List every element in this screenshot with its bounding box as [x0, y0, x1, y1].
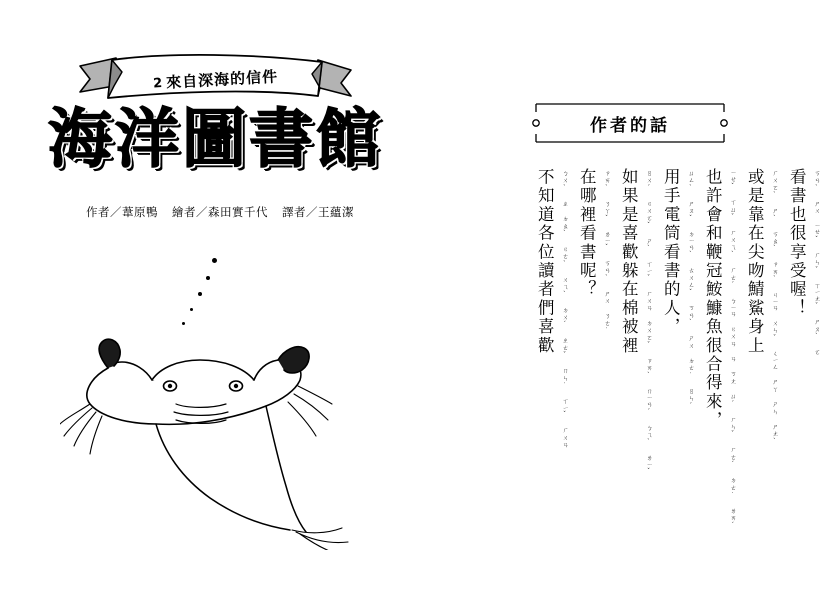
column-text: 不知道各位讀者們喜歡 — [535, 168, 555, 355]
bubble-icon — [212, 258, 217, 263]
ribbon-shape-icon — [78, 52, 353, 104]
column-text: 也許會和鞭冠鮟鱇魚很合得來， — [703, 168, 723, 430]
author-note-body — [523, 168, 820, 530]
text-column — [780, 168, 820, 370]
column-ruby: ㄗㄞˋ ㄋㄚˇ ㄌㄧˇ ㄎㄢˋ ㄕㄨ ㄋㄜ˙ — [603, 170, 611, 336]
text-column — [654, 168, 695, 411]
column-text: 用手電筒看書的人， — [661, 168, 681, 337]
text-column — [570, 168, 611, 370]
text-column — [612, 168, 653, 476]
column-ruby: ㄖㄨˊ ㄍㄨㄛˇ ㄕˋ ㄒㄧˇ ㄏㄨㄢ ㄉㄨㄛˇ ㄗㄞˋ ㄇㄧㄢˊ ㄅㄟˋ ㄌㄧˇ — [645, 170, 653, 476]
right-page — [420, 0, 839, 595]
text-column — [696, 168, 737, 530]
credits-line — [86, 204, 354, 220]
text-column — [738, 168, 779, 446]
section-title: 作者的話 — [590, 115, 670, 136]
series-title: 來自深海的信件 — [165, 67, 279, 92]
column-ruby: ㄏㄨㄛˋ ㄕˋ ㄎㄠˋ ㄗㄞˋ ㄐㄧㄢ ㄨㄣˇ ㄑㄧㄥ ㄕㄚ ㄕㄣ ㄕㄤˋ — [771, 170, 779, 446]
column-text: 在哪裡看書呢？ — [577, 168, 597, 299]
page-title: 海洋圖書館 — [48, 103, 383, 177]
column-ruby: ㄅㄨˋ ㄓ ㄉㄠˋ ㄍㄜˋ ㄨㄟˋ ㄉㄨˊ ㄓㄜˇ ㄇㄣ˙ ㄒㄧˇ ㄏㄨㄢ — [561, 170, 569, 449]
credit-translator: 譯者／王蘊潔 — [282, 205, 354, 219]
credit-author: 作者／葦原鴨 — [86, 205, 158, 219]
bubble-icon — [206, 276, 210, 280]
column-ruby: ㄩㄥˋ ㄕㄡˇ ㄉㄧㄢˋ ㄊㄨㄥˇ ㄎㄢˋ ㄕㄨ ㄉㄜ˙ ㄖㄣˊ — [687, 170, 695, 411]
column-text: 看書也很享受喔！ — [787, 168, 807, 318]
manta-ray-illustration — [60, 320, 380, 550]
manta-ray-icon — [60, 320, 380, 550]
credit-illustrator: 繪者／森田實千代 — [172, 205, 268, 219]
text-column — [528, 168, 569, 449]
column-ruby: ㄧㄝˇ ㄒㄩˇ ㄏㄨㄟˋ ㄏㄜˊ ㄅㄧㄢ ㄍㄨㄢ ㄢ ㄎㄤ ㄩˊ ㄏㄣˇ ㄏㄜˊ ㄉㄜ˙ ㄌㄞˊ — [729, 170, 737, 530]
column-ruby: ㄎㄢˋ ㄕㄨ ㄧㄝˇ ㄏㄣˇ ㄒㄧㄤˇ ㄕㄡˋ ㄛ — [813, 170, 820, 357]
bubble-icon — [190, 308, 193, 311]
column-text: 或是靠在尖吻鯖鯊身上 — [745, 168, 765, 355]
author-note-header — [530, 100, 730, 146]
series-number: 2 — [152, 75, 163, 91]
bubble-icon — [198, 292, 202, 296]
column-text: 如果是喜歡躲在棉被裡 — [619, 168, 639, 355]
series-ribbon-banner — [78, 52, 353, 104]
